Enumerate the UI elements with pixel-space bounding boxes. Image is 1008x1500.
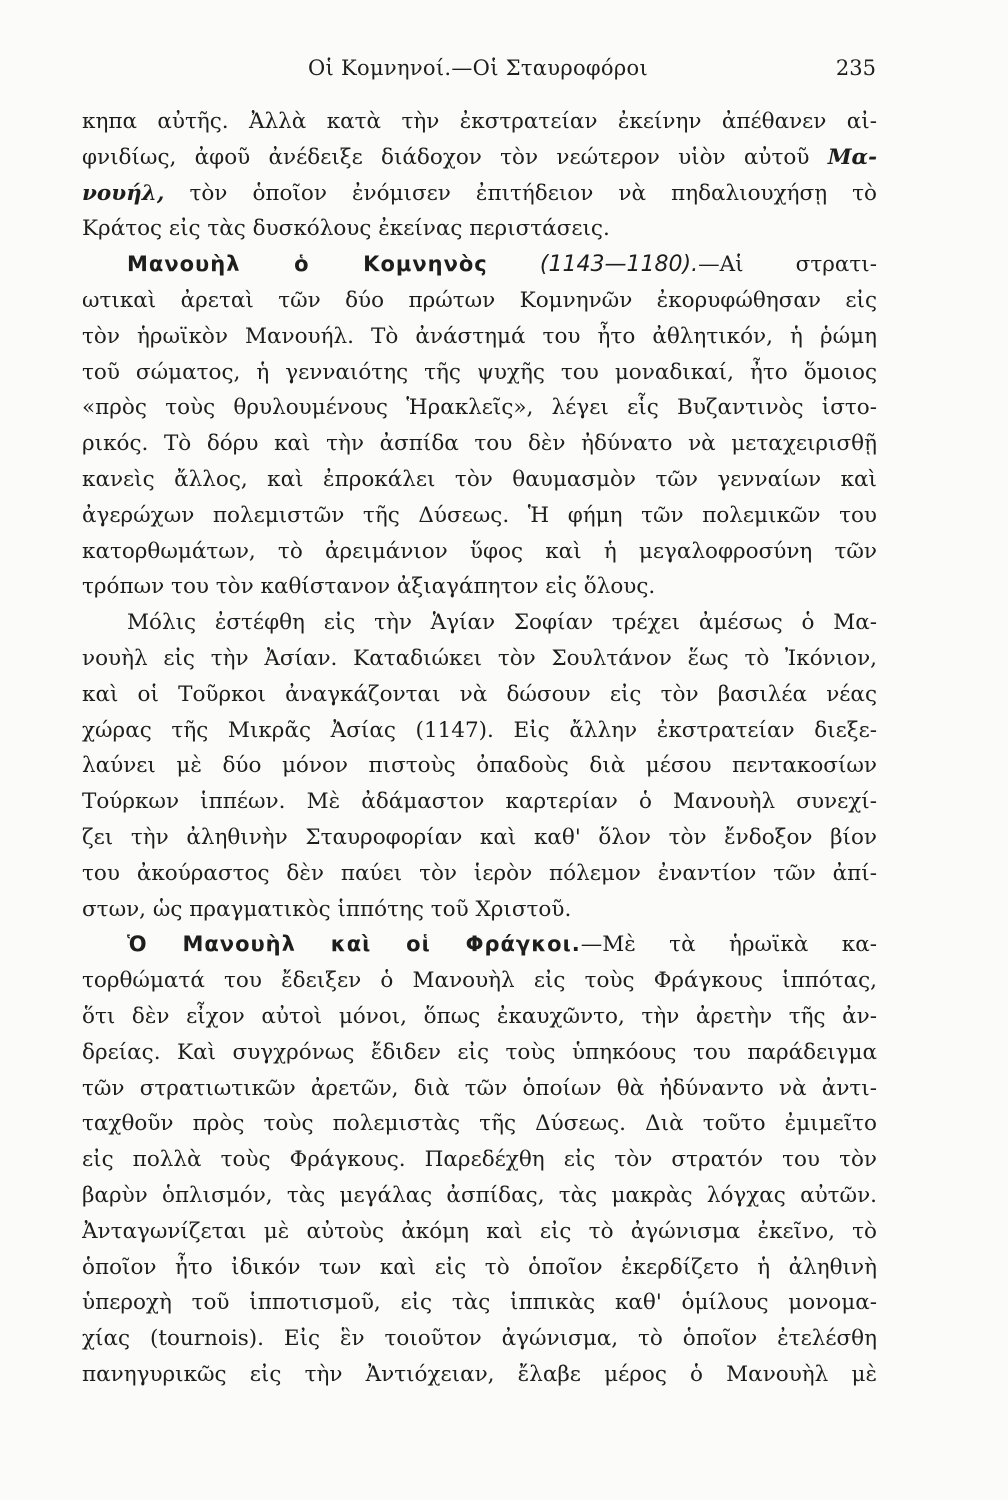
section-heading: Ὁ Μανουὴλ καὶ οἱ Φράγκοι. <box>127 932 581 957</box>
text-line: ταχθοῦν πρὸς τοὺς πολεμιστὰς τῆς Δύσεως. Διὰ τοῦτο ἐμιμεῖτο <box>82 1111 877 1137</box>
section-heading: Μανουὴλ ὁ Κομνηνὸς <box>127 252 488 277</box>
text-line: Τούρκων ἱππέων. Μὲ ἀδάμαστον καρτερίαν ὁ Μανουὴλ συνεχί- <box>82 789 877 815</box>
text-line: κηπα αὐτῆς. Ἀλλὰ κατὰ τὴν ἐκστρατείαν ἐκείνην ἀπέθανεν αἰ- <box>82 109 877 134</box>
text-line: ρικός. Τὸ δόρυ καὶ τὴν ἀσπίδα του δὲν ἠδύνατο νὰ μεταχειρισθῇ <box>82 431 877 457</box>
text-line: τῶν στρατιωτικῶν ἀρετῶν, διὰ τῶν ὁποίων θὰ ἠδύναντο νὰ ἀντι- <box>82 1075 877 1101</box>
text-line: ωτικαὶ ἀρεταὶ τῶν δύο πρώτων Κομνηνῶν ἐκορυφώθησαν εἰς <box>82 287 877 313</box>
text-line: ἀγερώχων πολεμιστῶν τῆς Δύσεως. Ἡ φήμη τῶν πολεμικῶν του <box>82 502 877 528</box>
running-head: Οἱ Κομνηνοί.—Οἱ Σταυροφόροι <box>308 56 648 80</box>
text-line: τορθώματά του ἔδειξεν ὁ Μανουὴλ εἰς τοὺς Φράγκους ἱππότας, <box>82 968 877 994</box>
text-line: χίας (tournois). Εἰς ἓν τοιοῦτον ἀγώνισμα, τὸ ὁποῖον ἐτελέσθη <box>82 1326 877 1352</box>
text-line: Κράτος εἰς τὰς δυσκόλους ἐκείνας περιστάσεις. <box>82 216 610 242</box>
text-line: «πρὸς τοὺς θρυλουμένους Ἡρακλεῖς», λέγει εἷς Βυζαντινὸς ἱστο- <box>82 395 877 421</box>
text-line: νουὴλ εἰς τὴν Ἀσίαν. Καταδιώκει τὸν Σουλτάνον ἕως τὸ Ἰκόνιον, <box>82 645 877 671</box>
text-line: φνιδίως, ἀφοῦ ἀνέδειξε διάδοχον τὸν νεώτερον υἱὸν αὐτοῦ Μα- <box>82 144 877 170</box>
text-line: ζει τὴν ἀληθινὴν Σταυροφορίαν καὶ καθ' ὅλον τὸν ἔνδοξον βίον <box>82 824 877 850</box>
text-line: ὅτι δὲν εἶχον αὐτοὶ μόνοι, ὅπως ἐκαυχῶντο, τὴν ἀρετὴν τῆς ἀν- <box>82 1003 877 1029</box>
text-line: κατορθωμάτων, τὸ ἀρειμάνιον ὕφος καὶ ἡ μεγαλοφροσύνη τῶν <box>82 538 877 564</box>
emphasis: νουήλ, <box>82 180 165 206</box>
body-text <box>82 104 877 1393</box>
text-line: στων, ὡς πραγματικὸς ἱππότης τοῦ Χριστοῦ. <box>82 896 572 922</box>
section-heading-line: Μανουὴλ ὁ Κομνηνὸς (1143—1180).—Αἱ στρατι- <box>127 252 877 278</box>
emphasis: Μα- <box>827 144 877 170</box>
text-line: ὑπεροχὴ τοῦ ἱπποτισμοῦ, εἰς τὰς ἱππικὰς καθ' ὁμίλους μονομα- <box>82 1290 877 1316</box>
text-line: τρόπων του τὸν καθίστανον ἀξιαγάπητον εἰς ὅλους. <box>82 574 656 600</box>
text-line: τὸν ἡρωϊκὸν Μανουήλ. Τὸ ἀνάστημά του ἦτο ἀθλητικόν, ἡ ῥώμη <box>82 323 877 349</box>
text-line: τοῦ σώματος, ἡ γενναιότης τῆς ψυχῆς του μοναδικαί, ἦτο ὅμοιος <box>82 359 877 385</box>
section-heading-line: Ὁ Μανουὴλ καὶ οἱ Φράγκοι.—Μὲ τὰ ἡρωϊκὰ κα- <box>127 932 877 958</box>
text-line: Μόλις ἐστέφθη εἰς τὴν Ἁγίαν Σοφίαν τρέχει ἀμέσως ὁ Μα- <box>127 610 877 636</box>
text-line: ὁποῖον ἦτο ἰδικόν των καὶ εἰς τὸ ὁποῖον ἐκερδίζετο ἡ ἀληθινὴ <box>82 1254 877 1280</box>
text-line: χώρας τῆς Μικρᾶς Ἀσίας (1147). Εἰς ἄλλην ἐκστρατείαν διεξε- <box>82 717 877 743</box>
heading-dates: (1143—1180). <box>539 252 699 278</box>
text-line: καὶ οἱ Τοῦρκοι ἀναγκάζονται νὰ δώσουν εἰς τὸν βασιλέα νέας <box>82 681 877 707</box>
text-line: λαύνει μὲ δύο μόνον πιστοὺς ὀπαδοὺς διὰ μέσου πεντακοσίων <box>82 753 877 779</box>
text-line: του ἀκούραστος δὲν παύει τὸν ἱερὸν πόλεμον ἐναντίον τῶν ἀπί- <box>82 860 877 886</box>
text-line: εἰς πολλὰ τοὺς Φράγκους. Παρεδέχθη εἰς τὸν στρατόν του τὸν <box>82 1147 877 1173</box>
text-line: Ἀνταγωνίζεται μὲ αὐτοὺς ἀκόμη καὶ εἰς τὸ ἀγώνισμα ἐκεῖνο, τὸ <box>82 1218 877 1244</box>
page-header <box>78 56 878 92</box>
text-line: κανεὶς ἄλλος, καὶ ἐπροκάλει τὸν θαυμασμὸν τῶν γενναίων καὶ <box>82 466 877 492</box>
text-line: νουήλ, τὸν ὁποῖον ἐνόμισεν ἐπιτήδειον νὰ πηδαλιουχήσῃ τὸ <box>82 180 877 206</box>
text-line: πανηγυρικῶς εἰς τὴν Ἀντιόχειαν, ἔλαβε μέρος ὁ Μανουὴλ μὲ <box>82 1361 877 1387</box>
page-number: 235 <box>835 56 876 80</box>
text-line: βαρὺν ὁπλισμόν, τὰς μεγάλας ἀσπίδας, τὰς μακρὰς λόγχας αὐτῶν. <box>82 1182 877 1208</box>
text-line: δρείας. Καὶ συγχρόνως ἔδιδεν εἰς τοὺς ὑπηκόους του παράδειγμα <box>82 1039 877 1065</box>
